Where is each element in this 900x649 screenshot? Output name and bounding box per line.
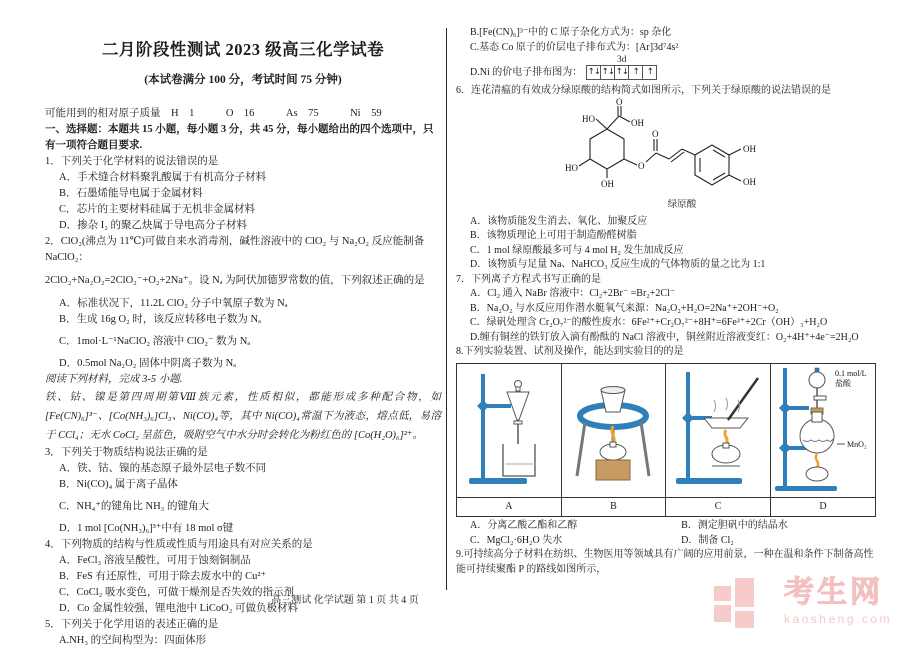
q5-option-c: C.基态 Co 原子的价层电子排布式为：[Ar]3d⁷4s² [470, 41, 679, 53]
q2-stem: 2．ClO₂(沸点为 11℃)可做自来水消毒剂，碱性溶液中的 ClO₂ 与 Na₂O₂ 反应能制备 NaClO₂： [45, 236, 425, 263]
column-divider [446, 28, 447, 590]
apparatus-label-d: D [770, 498, 875, 517]
section1-header: 一、选择题：本题共 15 小题，每小题 3 分，共 45 分，每小题给出的四个选项中，只有一项符合题目要求. [45, 124, 434, 151]
oh-label: OH [743, 176, 756, 187]
o-label: O [616, 96, 623, 107]
apparatus-cell-b [561, 363, 666, 498]
watermark-text-block [784, 578, 892, 626]
q3-stem: 3．下列关于物质结构说法正确的是 [45, 447, 208, 458]
hcl-label-line2: 盐酸 [834, 378, 851, 388]
crucible-tripod-apparatus [563, 364, 663, 492]
q7-option-d: D.缠有铜丝的铁钉放入滴有酚酞的 NaCl 溶液中，铜丝附近溶液变红：O₂+4H⁺+4e⁻=2H₂O [470, 331, 859, 343]
reading-material: 铁、钴、镍是第四周期第Ⅷ族元素，性质相似，都能形成多种配合物，如[Fe(CN)₆]³⁻、[Co(NH₃)₆]Cl₃、Ni(CO)₄等，其中 Ni(CO)₄常温下为液态，熔点低，易溶于 CCl₄；无水 CoCl₂ 呈蓝色，吸附空气中水分时会转化为粉红色的 [Co(H₂O)₆]²⁺。 [45, 392, 441, 441]
q4-stem: 4．下列物质的结构与性质或性质与用途具有对应关系的是 [45, 539, 313, 550]
chlorine-generator-apparatus [771, 364, 875, 492]
q6-option-a: A．该物质能发生消去、氧化、加聚反应 [470, 215, 648, 227]
q8-option-c: C．MgCl₂·6H₂O 失水 [470, 534, 563, 546]
q6-option-c: C．1 mol 绿原酸最多可与 4 mol H₂ 发生加成反应 [470, 244, 684, 256]
q8-options-row2 [456, 534, 876, 549]
q1-option-a: A．手术缝合材料聚乳酸属于有机高分子材料 [59, 172, 267, 183]
apparatus-cell-d [770, 363, 875, 498]
q6-option-d: D．该物质与足量 Na、NaHCO₃ 反应生成的气体物质的量之比为 1:1 [470, 259, 766, 270]
structure-caption: 绿原酸 [667, 200, 697, 210]
chlorogenic-acid-structure [552, 96, 812, 197]
apparatus-cell-c [666, 363, 771, 498]
orbital-diagram [586, 55, 657, 80]
orbital-shell-label: 3d [616, 55, 627, 65]
o-label: O [638, 160, 645, 171]
right-column [456, 26, 876, 577]
hcl-label-line1: 0.1 mol/L [834, 368, 867, 378]
q4-option-b: B．FeS 有还原性，可用于除去废水中的 Cu²⁺ [59, 571, 267, 582]
orbital-box: ↑↓ [615, 67, 628, 77]
apparatus-table [456, 363, 876, 518]
q2-option-d: D．0.5mol Na₂O₂ 固体中阴离子数为 Nₐ [59, 358, 237, 369]
q8-option-a: A．分离乙酸乙酯和乙醇 [470, 520, 578, 531]
chlorogenic-acid-figure [552, 96, 876, 213]
q6-stem: 6．连花清瘟的有效成分绿原酸的结构简式如图所示，下列关于绿原酸的说法错误的是 [456, 85, 831, 96]
kaosheng-logo-icon [714, 578, 774, 636]
apparatus-cell-a [457, 363, 562, 498]
reading-note: 阅读下列材料，完成 3-5 小题. [45, 374, 183, 385]
ho-label: HO [565, 162, 578, 173]
apparatus-label-a: A [457, 498, 562, 517]
q1-stem: 1．下列关于化学材料的说法错误的是 [45, 156, 219, 167]
q6-option-b: B．该物质理论上可用于制造酚醛树脂 [470, 230, 637, 241]
q1-option-d: D．掺杂 I₂ 的聚乙炔属于导电高分子材料 [59, 220, 247, 231]
q7-option-c: C．绿矾处理含 Cr₂O₇²⁻的酸性废水：6Fe²⁺+Cr₂O₇²⁻+8H⁺=6Fe³⁺+2Cr（OH）₃+H₂O [470, 317, 828, 328]
q2-option-a: A．标准状况下，11.2L ClO₂ 分子中氧原子数为 Nₐ [59, 298, 288, 309]
q3-option-d: D．1 mol [Co(NH₃)₆]³⁺中有 18 mol σ键 [59, 523, 234, 534]
q2-option-b: B．生成 16g O₂ 时，该反应转移电子数为 Nₐ [59, 314, 261, 325]
q5-option-d-label: D.Ni 的价电子排布图为： [470, 66, 583, 78]
oh-label: OH [631, 117, 644, 128]
q8-options-row1 [456, 519, 876, 534]
q7-option-a: A．Cl₂ 通入 NaBr 溶液中：Cl₂+2Br⁻ =Br₂+2Cl⁻ [470, 288, 676, 299]
apparatus-label-b: B [561, 498, 666, 517]
ho-label: HO [582, 113, 595, 124]
orbital-box: ↑↓ [587, 67, 600, 77]
watermark-domain: kaosheng.com [783, 612, 892, 626]
mno2-label: MnO₂ [846, 439, 867, 449]
kaosheng-watermark [714, 578, 892, 636]
separating-funnel-apparatus [459, 364, 559, 492]
q1-option-b: B．石墨烯能导电属于金属材料 [59, 188, 203, 199]
apparatus-label-c: C [666, 498, 771, 517]
q5-stem: 5．下列关于化学用语的表述正确的是 [45, 619, 219, 630]
page-footer: 高三测试 化学试题 第 1 页 共 4 页 [271, 595, 419, 606]
watermark-site-name: 考生网 [783, 576, 883, 609]
evaporating-dish-apparatus [668, 364, 768, 492]
q5-option-a: A.NH₃ 的空间构型为：四面体形 [59, 635, 207, 646]
q5-option-d [456, 55, 876, 80]
q8-option-b: B．测定胆矾中的结晶水 [681, 520, 788, 531]
q8-stem: 8.下列实验装置、试剂及操作，能达到实验目的的是 [456, 346, 684, 357]
page-subtitle: (本试卷满分 100 分，考试时间 75 分钟) [144, 74, 342, 86]
q3-option-a: A．铁、钴、镍的基态原子最外层电子数不同 [59, 463, 267, 474]
page-title: 二月阶段性测试 2023 级高三化学试卷 [101, 40, 385, 59]
q9-stem: 9.可持续高分子材料在纺织、生物医用等领域具有广阔的应用前景，一种在温和条件下制备高性能可持续聚酯 P 的路线如图所示， [456, 549, 874, 575]
q7-option-b: B．Na₂O₂ 与水反应用作潜水艇氧气来源：Na₂O₂+H₂O=2Na⁺+2OH⁻+O₂ [470, 302, 779, 314]
q3-option-c: C．NH₄⁺的键角比 NH₃ 的键角大 [59, 501, 209, 512]
q1-option-c: C．芯片的主要材料硅属于无机非金属材料 [59, 204, 256, 215]
oh-label: OH [601, 178, 614, 189]
orbital-box: ↑ [629, 66, 643, 79]
q7-stem: 7．下列离子方程式书写正确的是 [456, 273, 601, 285]
q2-equation: 2ClO₂+Na₂O₂=2ClO₂⁻+O₂+2Na⁺。设 Nₐ 为阿伏加德罗常数的值，下列叙述正确的是 [45, 275, 425, 286]
q5-option-b: B.[Fe(CN)₆]³⁻中的 C 原子杂化方式为：sp 杂化 [470, 27, 672, 38]
q3-option-b: B．Ni(CO)₄ 属于离子晶体 [59, 479, 178, 490]
q2-option-c: C．1mol·L⁻¹NaClO₂ 溶液中 ClO₂⁻ 数为 Nₐ [59, 336, 251, 347]
atomic-mass-line: 可能用到的相对原子质量 H 1 O 16 As 75 Ni 59 [45, 108, 382, 119]
orbital-box: ↑↓ [601, 67, 614, 77]
orbital-box: ↑ [646, 67, 653, 77]
oh-label: OH [743, 143, 756, 154]
left-column [45, 26, 441, 649]
q8-option-d: D．制备 Cl₂ [681, 534, 734, 546]
q4-option-a: A．FeCl₃ 溶液呈酸性，可用于蚀刻铜制品 [59, 555, 251, 566]
q4-option-c: C．CoCl₂ 吸水变色，可做干燥剂是否失效的指示剂 [59, 587, 294, 598]
o-label: O [652, 128, 659, 139]
q4-option-d: D．Co 金属性较强，锂电池中 LiCoO₂ 可做负极材料 [59, 603, 299, 614]
